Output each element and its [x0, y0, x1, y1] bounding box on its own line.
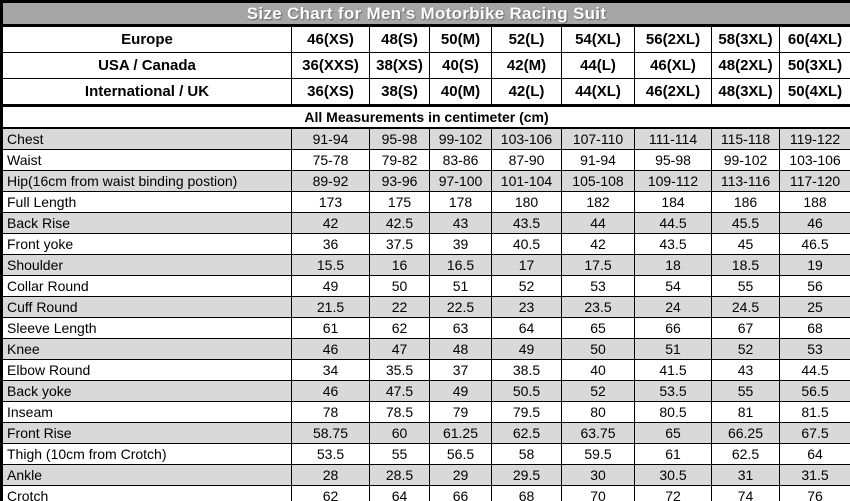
- cell-value: 175: [370, 192, 430, 213]
- cell-value: 21.5: [292, 297, 370, 318]
- cell-value: 49: [492, 339, 562, 360]
- cell-value: 56.5: [430, 444, 492, 465]
- cell-value: 41.5: [635, 360, 712, 381]
- cell-value: 66: [635, 318, 712, 339]
- cell-value: 18: [635, 255, 712, 276]
- cell-value: 61: [635, 444, 712, 465]
- cell-value: 23.5: [562, 297, 635, 318]
- measurement-row: [2, 339, 850, 360]
- cell-value: 91-94: [562, 150, 635, 171]
- cell-value: 16: [370, 255, 430, 276]
- cell-value: 46: [292, 381, 370, 402]
- cell-value: 38.5: [492, 360, 562, 381]
- row-label: Full Length: [2, 192, 292, 213]
- cell-value: 76: [780, 486, 850, 501]
- cell-value: 36(XS): [292, 79, 370, 106]
- cell-value: 80.5: [635, 402, 712, 423]
- row-label: Shoulder: [2, 255, 292, 276]
- cell-value: 37: [430, 360, 492, 381]
- cell-value: 19: [780, 255, 850, 276]
- cell-value: 81.5: [780, 402, 850, 423]
- row-label: Hip(16cm from waist binding postion): [2, 171, 292, 192]
- cell-value: 52: [492, 276, 562, 297]
- cell-value: 40: [562, 360, 635, 381]
- cell-value: 64: [780, 444, 850, 465]
- row-label: Chest: [2, 128, 292, 150]
- cell-value: 40(S): [430, 53, 492, 79]
- cell-value: 62: [370, 318, 430, 339]
- chart-title: Size Chart for Men's Motorbike Racing Suit: [2, 2, 850, 26]
- cell-value: 115-118: [712, 128, 780, 150]
- cell-value: 117-120: [780, 171, 850, 192]
- cell-value: 17: [492, 255, 562, 276]
- cell-value: 30: [562, 465, 635, 486]
- row-label: Knee: [2, 339, 292, 360]
- cell-value: 97-100: [430, 171, 492, 192]
- cell-value: 46: [780, 213, 850, 234]
- cell-value: 15.5: [292, 255, 370, 276]
- cell-value: 35.5: [370, 360, 430, 381]
- cell-value: 68: [492, 486, 562, 501]
- cell-value: 29.5: [492, 465, 562, 486]
- cell-value: 182: [562, 192, 635, 213]
- row-label: Collar Round: [2, 276, 292, 297]
- cell-value: 62: [292, 486, 370, 501]
- cell-value: 65: [635, 423, 712, 444]
- cell-value: 44(XL): [562, 79, 635, 106]
- cell-value: 50(4XL): [780, 79, 850, 106]
- cell-value: 53.5: [635, 381, 712, 402]
- measurement-row: [2, 171, 850, 192]
- row-label: USA / Canada: [2, 53, 292, 79]
- measurement-row: [2, 402, 850, 423]
- cell-value: 66.25: [712, 423, 780, 444]
- cell-value: 107-110: [562, 128, 635, 150]
- cell-value: 80: [562, 402, 635, 423]
- cell-value: 55: [712, 381, 780, 402]
- cell-value: 79-82: [370, 150, 430, 171]
- cell-value: 186: [712, 192, 780, 213]
- cell-value: 70: [562, 486, 635, 501]
- cell-value: 42(L): [492, 79, 562, 106]
- measurement-row: [2, 465, 850, 486]
- size-header-row: [2, 26, 850, 53]
- row-label: Sleeve Length: [2, 318, 292, 339]
- cell-value: 59.5: [562, 444, 635, 465]
- cell-value: 24.5: [712, 297, 780, 318]
- cell-value: 18.5: [712, 255, 780, 276]
- row-label: Front yoke: [2, 234, 292, 255]
- cell-value: 65: [562, 318, 635, 339]
- cell-value: 51: [430, 276, 492, 297]
- cell-value: 63.75: [562, 423, 635, 444]
- cell-value: 52: [562, 381, 635, 402]
- cell-value: 99-102: [712, 150, 780, 171]
- cell-value: 50(M): [430, 26, 492, 53]
- cell-value: 74: [712, 486, 780, 501]
- cell-value: 64: [492, 318, 562, 339]
- measurement-row: [2, 423, 850, 444]
- cell-value: 46: [292, 339, 370, 360]
- title-row: [2, 2, 850, 26]
- measurement-row: [2, 360, 850, 381]
- cell-value: 23: [492, 297, 562, 318]
- cell-value: 49: [430, 381, 492, 402]
- measurement-row: [2, 318, 850, 339]
- row-label: Crotch: [2, 486, 292, 501]
- cell-value: 44: [562, 213, 635, 234]
- cell-value: 93-96: [370, 171, 430, 192]
- cell-value: 60(4XL): [780, 26, 850, 53]
- cell-value: 45: [712, 234, 780, 255]
- measurement-row: [2, 297, 850, 318]
- cell-value: 43.5: [492, 213, 562, 234]
- cell-value: 95-98: [370, 128, 430, 150]
- cell-value: 52: [712, 339, 780, 360]
- cell-value: 48: [430, 339, 492, 360]
- cell-value: 58.75: [292, 423, 370, 444]
- cell-value: 40(M): [430, 79, 492, 106]
- cell-value: 42: [562, 234, 635, 255]
- cell-value: 53: [780, 339, 850, 360]
- cell-value: 22: [370, 297, 430, 318]
- cell-value: 64: [370, 486, 430, 501]
- cell-value: 54(XL): [562, 26, 635, 53]
- row-label: Waist: [2, 150, 292, 171]
- cell-value: 31.5: [780, 465, 850, 486]
- cell-value: 63: [430, 318, 492, 339]
- cell-value: 53: [562, 276, 635, 297]
- cell-value: 188: [780, 192, 850, 213]
- size-header-row: [2, 53, 850, 79]
- row-label: Inseam: [2, 402, 292, 423]
- cell-value: 39: [430, 234, 492, 255]
- row-label: Back yoke: [2, 381, 292, 402]
- cell-value: 56.5: [780, 381, 850, 402]
- cell-value: 87-90: [492, 150, 562, 171]
- measurement-row: [2, 128, 850, 150]
- cell-value: 119-122: [780, 128, 850, 150]
- size-header-row: [2, 79, 850, 106]
- cell-value: 22.5: [430, 297, 492, 318]
- cell-value: 55: [370, 444, 430, 465]
- cell-value: 48(S): [370, 26, 430, 53]
- measurement-row: [2, 276, 850, 297]
- cell-value: 58: [492, 444, 562, 465]
- measurement-row: [2, 234, 850, 255]
- cell-value: 46(2XL): [635, 79, 712, 106]
- cell-value: 38(XS): [370, 53, 430, 79]
- cell-value: 31: [712, 465, 780, 486]
- subtitle-row: [2, 106, 850, 129]
- cell-value: 50: [562, 339, 635, 360]
- cell-value: 79.5: [492, 402, 562, 423]
- cell-value: 95-98: [635, 150, 712, 171]
- cell-value: 54: [635, 276, 712, 297]
- cell-value: 44.5: [635, 213, 712, 234]
- measurement-row: [2, 486, 850, 501]
- cell-value: 83-86: [430, 150, 492, 171]
- cell-value: 52(L): [492, 26, 562, 53]
- cell-value: 43.5: [635, 234, 712, 255]
- cell-value: 47.5: [370, 381, 430, 402]
- cell-value: 25: [780, 297, 850, 318]
- cell-value: 42(M): [492, 53, 562, 79]
- cell-value: 49: [292, 276, 370, 297]
- cell-value: 72: [635, 486, 712, 501]
- cell-value: 40.5: [492, 234, 562, 255]
- row-label: International / UK: [2, 79, 292, 106]
- cell-value: 178: [430, 192, 492, 213]
- cell-value: 44(L): [562, 53, 635, 79]
- row-label: Cuff Round: [2, 297, 292, 318]
- cell-value: 46.5: [780, 234, 850, 255]
- cell-value: 43: [430, 213, 492, 234]
- cell-value: 29: [430, 465, 492, 486]
- measurement-row: [2, 381, 850, 402]
- cell-value: 46(XS): [292, 26, 370, 53]
- units-note: All Measurements in centimeter (cm): [2, 106, 850, 129]
- cell-value: 42.5: [370, 213, 430, 234]
- cell-value: 68: [780, 318, 850, 339]
- cell-value: 180: [492, 192, 562, 213]
- cell-value: 17.5: [562, 255, 635, 276]
- cell-value: 103-106: [492, 128, 562, 150]
- cell-value: 46(XL): [635, 53, 712, 79]
- cell-value: 48(3XL): [712, 79, 780, 106]
- measurement-row: [2, 192, 850, 213]
- cell-value: 37.5: [370, 234, 430, 255]
- cell-value: 66: [430, 486, 492, 501]
- cell-value: 50.5: [492, 381, 562, 402]
- cell-value: 61.25: [430, 423, 492, 444]
- cell-value: 109-112: [635, 171, 712, 192]
- cell-value: 53.5: [292, 444, 370, 465]
- cell-value: 62.5: [712, 444, 780, 465]
- cell-value: 58(3XL): [712, 26, 780, 53]
- cell-value: 45.5: [712, 213, 780, 234]
- row-label: Back Rise: [2, 213, 292, 234]
- cell-value: 103-106: [780, 150, 850, 171]
- cell-value: 75-78: [292, 150, 370, 171]
- cell-value: 62.5: [492, 423, 562, 444]
- cell-value: 101-104: [492, 171, 562, 192]
- cell-value: 47: [370, 339, 430, 360]
- row-label: Front Rise: [2, 423, 292, 444]
- cell-value: 50(3XL): [780, 53, 850, 79]
- cell-value: 184: [635, 192, 712, 213]
- cell-value: 28.5: [370, 465, 430, 486]
- cell-value: 50: [370, 276, 430, 297]
- measurement-row: [2, 150, 850, 171]
- cell-value: 89-92: [292, 171, 370, 192]
- cell-value: 67.5: [780, 423, 850, 444]
- cell-value: 61: [292, 318, 370, 339]
- cell-value: 43: [712, 360, 780, 381]
- cell-value: 79: [430, 402, 492, 423]
- cell-value: 42: [292, 213, 370, 234]
- cell-value: 56: [780, 276, 850, 297]
- cell-value: 99-102: [430, 128, 492, 150]
- cell-value: 55: [712, 276, 780, 297]
- row-label: Europe: [2, 26, 292, 53]
- cell-value: 36: [292, 234, 370, 255]
- cell-value: 24: [635, 297, 712, 318]
- cell-value: 105-108: [562, 171, 635, 192]
- cell-value: 91-94: [292, 128, 370, 150]
- cell-value: 28: [292, 465, 370, 486]
- cell-value: 78: [292, 402, 370, 423]
- cell-value: 34: [292, 360, 370, 381]
- cell-value: 111-114: [635, 128, 712, 150]
- cell-value: 113-116: [712, 171, 780, 192]
- cell-value: 36(XXS): [292, 53, 370, 79]
- row-label: Ankle: [2, 465, 292, 486]
- cell-value: 60: [370, 423, 430, 444]
- measurement-row: [2, 444, 850, 465]
- row-label: Thigh (10cm from Crotch): [2, 444, 292, 465]
- cell-value: 48(2XL): [712, 53, 780, 79]
- measurement-row: [2, 213, 850, 234]
- cell-value: 173: [292, 192, 370, 213]
- row-label: Elbow Round: [2, 360, 292, 381]
- cell-value: 67: [712, 318, 780, 339]
- cell-value: 81: [712, 402, 780, 423]
- cell-value: 38(S): [370, 79, 430, 106]
- cell-value: 78.5: [370, 402, 430, 423]
- cell-value: 30.5: [635, 465, 712, 486]
- cell-value: 16.5: [430, 255, 492, 276]
- cell-value: 56(2XL): [635, 26, 712, 53]
- cell-value: 44.5: [780, 360, 850, 381]
- cell-value: 51: [635, 339, 712, 360]
- measurement-row: [2, 255, 850, 276]
